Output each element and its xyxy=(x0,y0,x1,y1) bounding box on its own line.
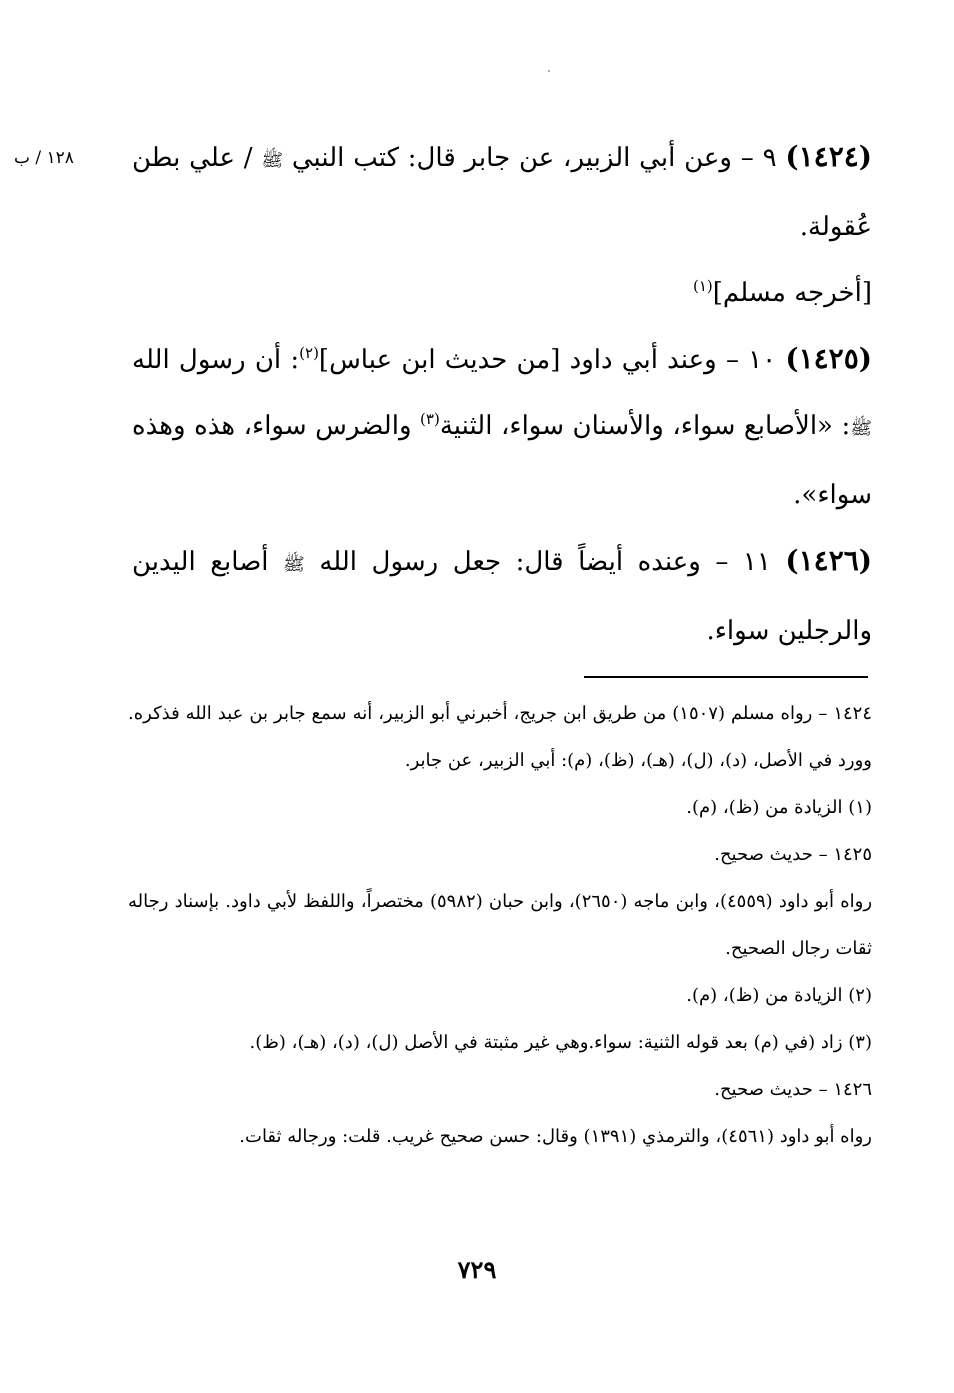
hadith-number: (١٤٢٦) xyxy=(785,544,873,577)
hadith-1425 xyxy=(132,326,872,528)
hadith-number: (١٤٢٤) xyxy=(785,140,873,173)
footnote-3: (٣) زاد (في (م) بعد قوله الثنية: سواء.وهي غير مثبتة في الأصل (ل)، (د)، (هـ)، (ظ). xyxy=(249,1032,872,1053)
footnote-ref: (٣) xyxy=(420,410,440,428)
page-number: ٧٢٩ xyxy=(457,1255,497,1284)
footnote-divider xyxy=(584,676,868,678)
scan-speck xyxy=(548,70,550,72)
hadith-text: ١٠ – وعند أبي داود [من حديث ابن عباس] xyxy=(318,345,786,375)
footnote-1426-source: رواه أبو داود (٤٥٦١)، والترمذي (١٣٩١) وقال: حسن صحيح غريب. قلت: ورجاله ثقات. xyxy=(239,1126,872,1147)
footnote-ref: (٢) xyxy=(299,344,319,362)
hadith-1424 xyxy=(132,124,872,260)
salla-symbol: ﷺ xyxy=(261,150,284,171)
hadith-1426 xyxy=(132,528,872,664)
takhrij: [أخرجه مسلم] xyxy=(712,278,872,308)
salla-symbol: ﷺ xyxy=(850,418,872,439)
hadith-number: (١٤٢٥) xyxy=(785,342,872,375)
hadith-text: أصابع اليدين والرجلين سواء. xyxy=(132,547,872,646)
hadith-text: ٩ – وعن أبي الزبير، عن جابر قال: كتب النبي xyxy=(283,143,786,173)
footnote-1425: ١٤٢٥ – حديث صحيح. xyxy=(714,844,872,865)
manuscript-folio-note: ١٢٨ / ب xyxy=(14,148,74,168)
hadith-text: : «الأصابع سواء، والأسنان سواء، الثنية xyxy=(439,411,851,441)
main-text xyxy=(132,124,872,664)
footnote-1: (١) الزيادة من (ظ)، (م). xyxy=(686,797,872,818)
footnote-2: (٢) الزيادة من (ظ)، (م). xyxy=(686,985,872,1006)
footnotes xyxy=(128,690,872,1160)
footnote-ref: (١) xyxy=(692,277,713,295)
salla-symbol: ﷺ xyxy=(283,554,305,575)
takhrij-line xyxy=(132,260,872,326)
hadith-text: ١١ – وعنده أيضاً قال: جعل رسول الله xyxy=(304,547,786,577)
hadith-text: / علي بطن عُقولة. xyxy=(132,143,872,242)
hadith-text: : أن رسول الله xyxy=(132,345,300,375)
footnote-1426: ١٤٢٦ – حديث صحيح. xyxy=(714,1079,872,1100)
footnote-1424: ١٤٢٤ – رواه مسلم (١٥٠٧) من طريق ابن جريج، أخبرني أبو الزبير، أنه سمع جابر بن عبد الله فذكره. وورد في الأصل، (د)، (ل)، (هـ)، (ظ)، (م): أبي الزبير، عن جابر. xyxy=(128,703,872,771)
hadith-text: والضرس سواء، هذه وهذه سواء». xyxy=(132,411,872,510)
footnote-1425-source: رواه أبو داود (٤٥٥٩)، وابن ماجه (٢٦٥٠)، وابن حبان (٥٩٨٢) مختصراً، واللفظ لأبي داود. بإسناد رجاله ثقات رجال الصحيح. xyxy=(128,891,873,959)
